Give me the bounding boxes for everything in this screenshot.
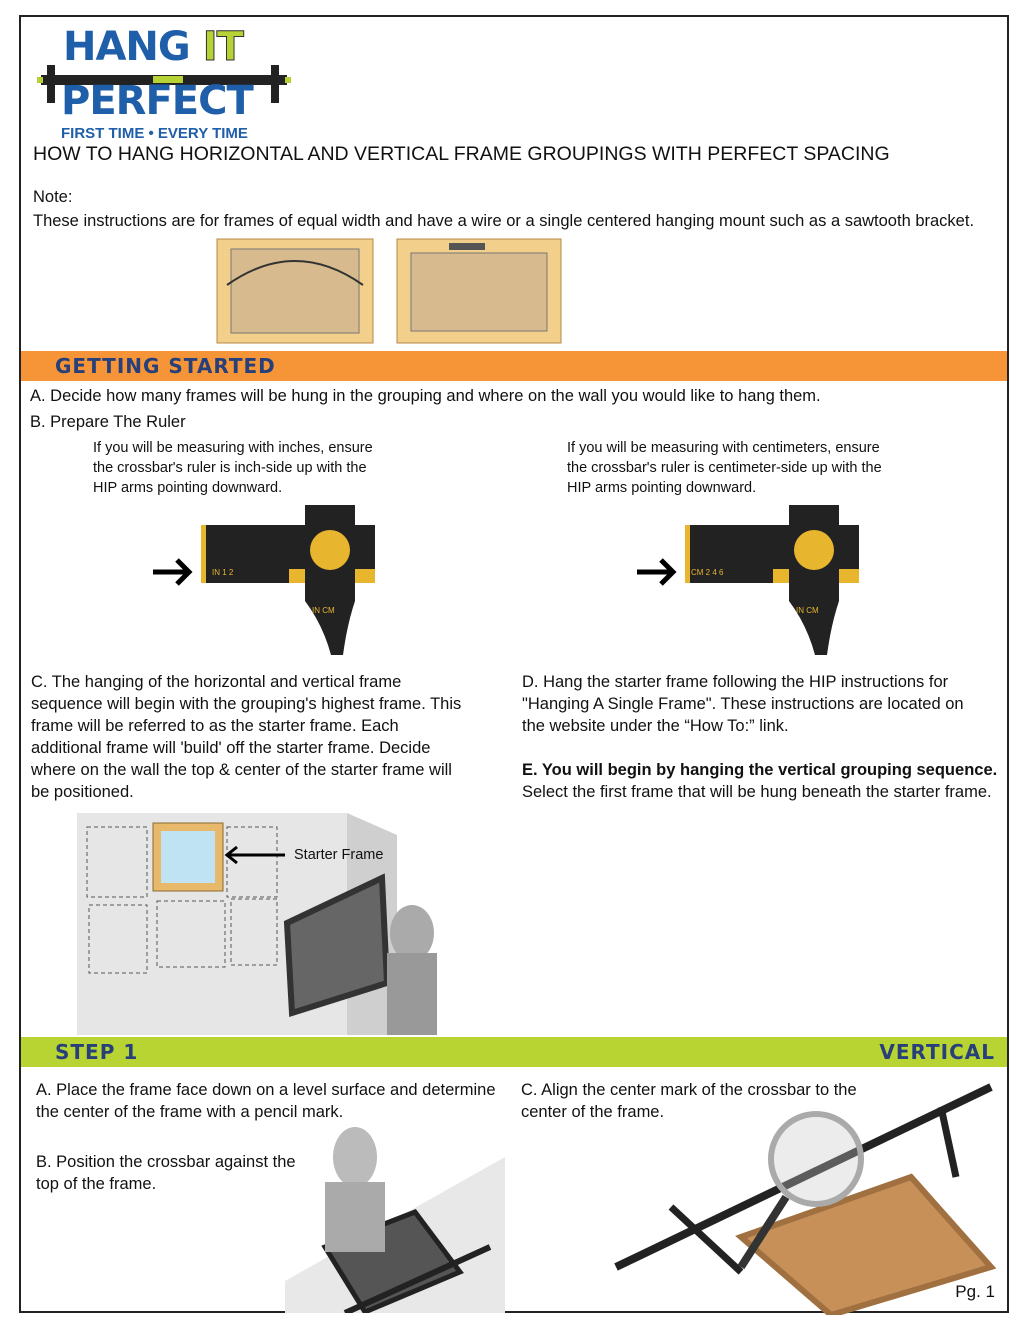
- step-e-text: [522, 759, 1002, 803]
- step-a-text: A. Decide how many frames will be hung in the grouping and where on the wall you would like to hang them.: [30, 387, 821, 405]
- page-title: HOW TO HANG HORIZONTAL AND VERTICAL FRAME GROUPINGS WITH PERFECT SPACING: [33, 143, 890, 165]
- step1-c-text: C. Align the center mark of the crossbar to the center of the frame.: [521, 1081, 857, 1121]
- step-d-text: D. Hang the starter frame following the HIP instructions for "Hanging A Single Frame". These instructions are located on the website under the “How To:” link.: [522, 673, 964, 735]
- logo-perfect: PERFECT: [61, 78, 253, 124]
- instruction-page: [19, 15, 1009, 1313]
- step-heading: STEP 1: [55, 1040, 139, 1064]
- frame-examples-illustration: [215, 237, 565, 347]
- svg-text:IN 1 2: IN 1 2: [212, 568, 234, 577]
- logo: [35, 24, 295, 142]
- section-heading: GETTING STARTED: [55, 354, 276, 378]
- inches-instruction: If you will be measuring with inches, ensure the crossbar's ruler is inch-side up with the HIP arms pointing downward.: [93, 440, 373, 496]
- starter-frame-label: Starter Frame: [294, 847, 384, 863]
- vertical-tag: VERTICAL: [879, 1040, 995, 1064]
- step1-b-text: B. Position the crossbar against the top of the frame.: [36, 1153, 296, 1193]
- logo-hang: HANG: [63, 24, 190, 70]
- note-text: These instructions are for frames of equal width and have a wire or a single centered hanging mount such as a sawtooth bracket.: [33, 212, 975, 230]
- getting-started-band: [21, 351, 1007, 381]
- svg-text:IN CM: IN CM: [796, 606, 819, 615]
- step-e-body: Select the first frame that will be hung beneath the starter frame.: [522, 783, 992, 801]
- svg-text:CM 2 4 6: CM 2 4 6: [691, 568, 724, 577]
- step-b-text: B. Prepare The Ruler: [30, 413, 186, 431]
- ruler-inch-illustration: [147, 505, 387, 655]
- step-c-text: C. The hanging of the horizontal and vertical frame sequence will begin with the grouping's highest frame. This frame will be referred to as the starter frame. Each additional frame will 'build' off the starter frame. Decide where on the wall the top & center of the starter frame will be positioned.: [31, 673, 462, 801]
- logo-it: IT: [202, 24, 243, 70]
- ruler-cm-illustration: [631, 505, 871, 655]
- svg-text:IN CM: IN CM: [312, 606, 335, 615]
- note-label: Note:: [33, 188, 73, 206]
- step1-band: [21, 1037, 1007, 1067]
- crossbar-placement-illustration: [285, 1117, 505, 1313]
- logo-tagline: FIRST TIME • EVERY TIME: [61, 125, 248, 142]
- cm-instruction: If you will be measuring with centimeters, ensure the crossbar's ruler is centimeter-side up with the HIP arms pointing downward.: [567, 440, 882, 496]
- step1-a-text: A. Place the frame face down on a level surface and determine the center of the frame with a pencil mark.: [36, 1081, 496, 1121]
- step-e-bold: E. You will begin by hanging the vertical grouping sequence.: [522, 761, 998, 779]
- wall-starter-frame-illustration: [77, 813, 457, 1035]
- page-number: Pg. 1: [955, 1282, 995, 1301]
- crossbar-alignment-illustration: [611, 1067, 1001, 1315]
